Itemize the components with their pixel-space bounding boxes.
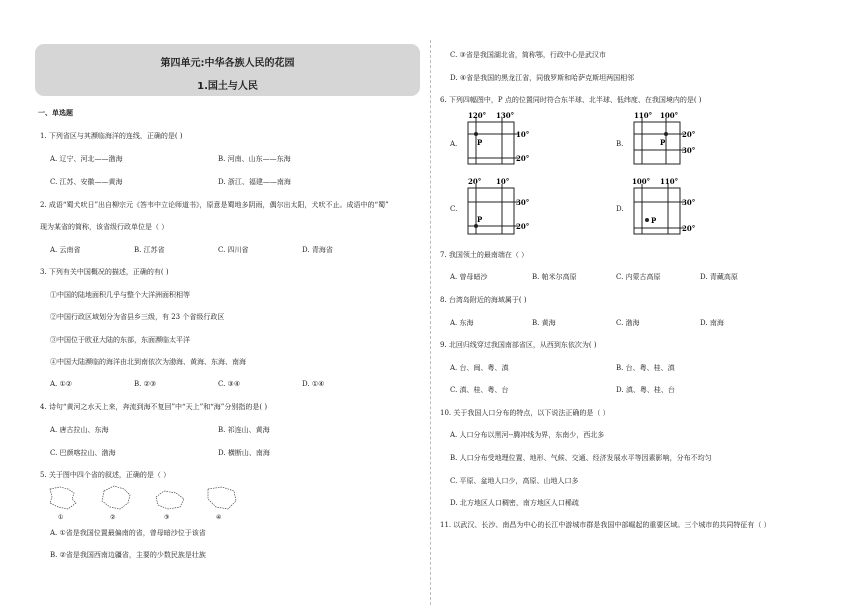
question-9-option-d[interactable]: D. 滇、粤、桂、台 [616, 386, 675, 394]
question-10-stem: 10. 关于我国人口分布的特点，以下说法正确的是（ ） [440, 409, 610, 417]
question-4-option-b[interactable]: B. 祁连山、黄海 [218, 426, 270, 434]
grid-a-lon-left: 120° [468, 111, 487, 120]
grid-b-lon-right: 100° [660, 111, 679, 120]
question-2-option-d[interactable]: D. 青海省 [302, 246, 333, 254]
title-banner [35, 44, 420, 96]
grid-d-lat-top: 30° [682, 198, 696, 207]
question-6-option-d[interactable]: D. [616, 205, 624, 213]
question-9-option-c[interactable]: C. 滇、桂、粤、台 [450, 386, 509, 394]
grid-map-d [628, 176, 700, 238]
grid-a-point-label: P [477, 138, 483, 147]
question-4-stem: 4. 诗句“黄河之水天上来，奔流到海不复回”中“天上”和“海”分别指的是( ) [40, 403, 268, 411]
section-heading: 一、单选题 [38, 109, 73, 117]
question-10-option-d[interactable]: D. 北方地区人口稠密，南方地区人口稀疏 [450, 499, 579, 507]
grid-a-lat-bottom: 20° [516, 154, 530, 163]
question-1-option-b[interactable]: B. 河南、山东——东海 [218, 155, 291, 163]
question-7-option-b[interactable]: B. 帕米尔高原 [532, 273, 577, 281]
question-9-stem: 9. 北回归线穿过我国南部省区，从西到东依次为( ) [440, 341, 597, 349]
grid-c-lon-right: 10° [496, 177, 510, 186]
province-4-label: ④ [216, 514, 222, 521]
question-8-option-a[interactable]: A. 东海 [450, 319, 474, 327]
grid-a-point [474, 132, 478, 136]
question-8-option-d[interactable]: D. 南海 [700, 319, 724, 327]
question-9-option-a[interactable]: A. 台、闽、粤、滇 [450, 364, 509, 372]
province-3-outline [156, 491, 184, 509]
grid-c-point-label: P [477, 215, 483, 224]
province-4-outline [208, 487, 236, 509]
grid-d-point-label: P [651, 216, 657, 225]
question-7-option-c[interactable]: C. 内蒙古高原 [616, 273, 661, 281]
lesson-title: 1.国土与人民 [197, 81, 258, 92]
question-5-option-b[interactable]: B. ②省是我国西南边疆省，主要的少数民族是壮族 [50, 551, 206, 559]
grid-c-lat-top: 30° [516, 198, 530, 207]
question-10-option-c[interactable]: C. 平原、盆地人口少，高原、山地人口多 [450, 477, 579, 485]
question-8-option-c[interactable]: C. 渤海 [616, 319, 640, 327]
grid-map-a [462, 110, 534, 168]
question-2-stem-line2: 现为某省的简称，该省级行政单位是（ ） [40, 223, 169, 231]
question-6-option-b[interactable]: B. [616, 140, 624, 148]
question-3-stem: 3. 下列有关中国概况的描述，正确的有( ) [40, 268, 169, 276]
grid-b-lat-bottom: 30° [682, 146, 696, 155]
question-6-option-c[interactable]: C. [450, 205, 458, 213]
question-5-option-a[interactable]: A. ①省是我国位置最偏南的省，曾母暗沙位于该省 [50, 529, 206, 537]
question-7-option-d[interactable]: D. 青藏高原 [700, 273, 738, 281]
question-5-stem: 5. 关于图中四个省的叙述，正确的是（ ） [40, 471, 171, 479]
question-4-option-d[interactable]: D. 横断山、南海 [218, 449, 270, 457]
province-2-label: ② [110, 514, 116, 521]
grid-a-lon-right: 130° [496, 111, 515, 120]
province-1-outline [50, 487, 76, 509]
grid-b-lon-left: 110° [634, 111, 653, 120]
grid-c-point [474, 224, 478, 228]
question-2-stem-line1: 2. 成语“蜀犬吠日”出自柳宗元《答韦中立论师道书》，原意是蜀地多阴雨，偶尔出太阳，犬吠不止。成语中的“蜀” [40, 201, 389, 209]
grid-c-lat-bottom: 20° [516, 222, 530, 231]
question-1-stem: 1. 下列省区与其濒临海洋的连线，正确的是( ) [40, 132, 183, 140]
grid-b-point [664, 132, 668, 136]
grid-a-lat-top: 10° [516, 130, 530, 139]
question-3-option-a[interactable]: A. ①② [50, 380, 73, 388]
question-7-stem: 7. 我国领土的最南端在（ ） [440, 251, 529, 259]
province-3-label: ③ [164, 514, 170, 521]
question-4-option-a[interactable]: A. 唐古拉山、东海 [50, 426, 109, 434]
question-2-option-a[interactable]: A. 云南省 [50, 246, 81, 254]
question-3-option-d[interactable]: D. ①④ [302, 380, 325, 388]
question-6-option-a[interactable]: A. [450, 140, 458, 148]
question-3-statement-4: ④中国大陆濒临的海洋由北到南依次为渤海、黄海、东海、南海 [50, 358, 246, 366]
question-8-stem: 8. 台湾岛附近的海域属于( ) [440, 296, 527, 304]
column-divider [430, 40, 431, 605]
question-2-option-c[interactable]: C. 四川省 [218, 246, 249, 254]
question-4-option-c[interactable]: C. 巴颜喀拉山、渤海 [50, 449, 116, 457]
question-2-option-b[interactable]: B. 江苏省 [134, 246, 165, 254]
province-outline-figure [44, 483, 244, 523]
grid-d-lon-left: 100° [632, 177, 651, 186]
grid-map-c [462, 176, 534, 238]
grid-d-lat-bottom: 20° [682, 224, 696, 233]
question-10-option-a[interactable]: A. 人口分布以黑河--腾冲线为界，东南少，西北多 [450, 431, 605, 439]
question-5-option-d[interactable]: D. ④省是我国的黑龙江省，同俄罗斯和哈萨克斯坦两国相邻 [450, 74, 635, 82]
question-10-option-b[interactable]: B. 人口分布受地理位置、地形、气候、交通、经济发展水平等因素影响，分布不均匀 [450, 454, 712, 462]
question-9-option-b[interactable]: B. 台、粤、桂、滇 [616, 364, 675, 372]
question-3-statement-2: ②中国行政区域划分为省县乡三级，有 23 个省级行政区 [50, 313, 225, 321]
question-1-option-a[interactable]: A. 辽宁、河北——渤海 [50, 155, 123, 163]
province-1-label: ① [58, 514, 64, 521]
question-3-statement-3: ③中国位于欧亚大陆的东部，东面濒临太平洋 [50, 336, 190, 344]
unit-title: 第四单元:中华各族人民的花园 [160, 58, 295, 69]
question-3-statement-1: ①中国的陆地面积几乎与整个大洋洲面积相等 [50, 291, 190, 299]
question-7-option-a[interactable]: A. 曾母暗沙 [450, 273, 488, 281]
grid-c-lon-left: 20° [468, 177, 482, 186]
question-1-option-c[interactable]: C. 江苏、安徽——黄海 [50, 178, 123, 186]
grid-d-point [645, 218, 649, 222]
question-6-stem: 6. 下列四幅图中，P 点的位置同时符合东半球、北半球、低纬度、在我国境内的是( ) [440, 96, 702, 104]
question-5-option-c[interactable]: C. ③省是我国湖北省，简称鄂，行政中心是武汉市 [450, 51, 606, 59]
question-11-stem: 11. 以武汉、长沙、南昌为中心的长江中游城市群是我国中部崛起的重要区域。三个城市的共同特征有（ ） [440, 521, 771, 529]
grid-map-b [628, 110, 700, 168]
grid-d-lon-right: 110° [660, 177, 679, 186]
question-1-option-d[interactable]: D. 浙江、福建——南海 [218, 178, 291, 186]
grid-b-lat-top: 20° [682, 130, 696, 139]
question-3-option-c[interactable]: C. ③④ [218, 380, 241, 388]
question-3-option-b[interactable]: B. ②③ [134, 380, 157, 388]
grid-b-point-label: P [660, 138, 666, 147]
question-8-option-b[interactable]: B. 黄海 [532, 319, 556, 327]
province-2-outline [102, 486, 130, 509]
